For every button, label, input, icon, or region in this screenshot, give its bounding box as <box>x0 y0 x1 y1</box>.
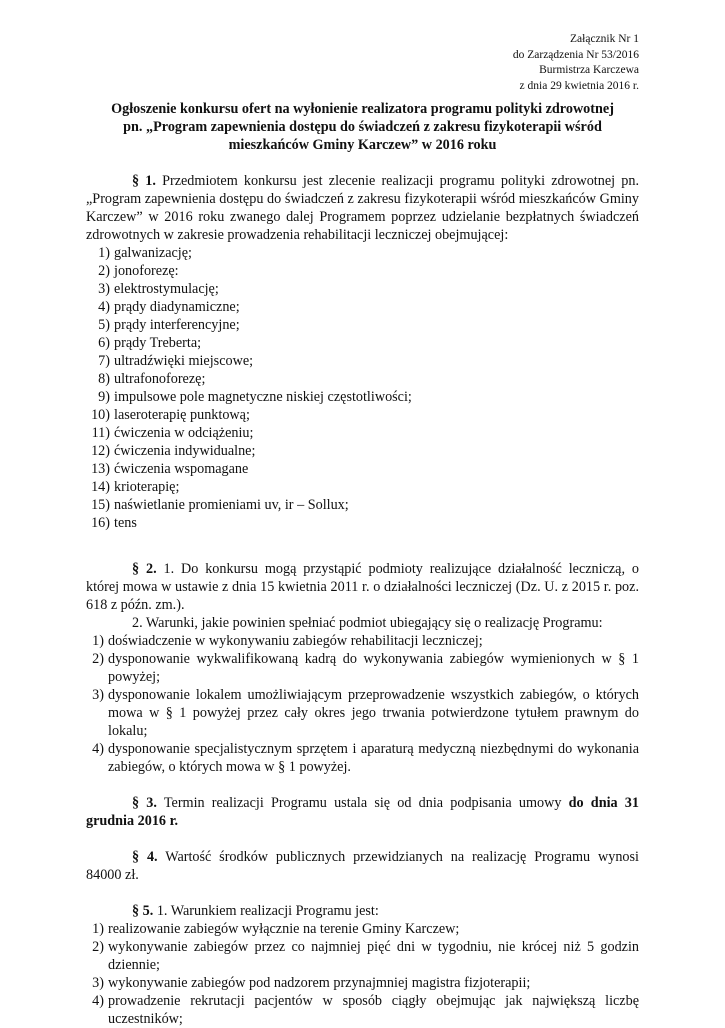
list-item <box>86 424 639 442</box>
section-2-text: 1. Do konkursu mogą przystąpić podmioty realizujące działalność leczniczą, o której mowa w ustawie z dnia 15 kwietnia 2011 r. o działalności leczniczej (Dz. U. z 2015 r. poz. 618 z późn. zm.). <box>86 561 639 613</box>
list-item <box>86 316 639 334</box>
section-1-list <box>86 244 639 532</box>
list-number: 6) <box>98 335 110 351</box>
list-text: laseroterapię punktową; <box>114 407 250 423</box>
list-text: tens <box>114 515 137 531</box>
list-item <box>86 442 639 460</box>
list-item <box>86 686 639 740</box>
list-item <box>86 460 639 478</box>
list-text: ćwiczenia indywidualne; <box>114 443 256 459</box>
list-number: 8) <box>98 371 110 387</box>
list-number: 11) <box>91 425 110 441</box>
list-number: 5) <box>98 317 110 333</box>
list-number: 15) <box>91 497 110 513</box>
section-2-list <box>86 632 639 776</box>
list-text: ultradźwięki miejscowe; <box>114 353 254 369</box>
list-item <box>86 920 639 938</box>
list-text: naświetlanie promieniami uv, ir – Sollux; <box>114 497 349 513</box>
list-text: wykonywanie zabiegów przez co najmniej pięć dni w tygodniu, nie krócej niż 5 godzin dziennie; <box>108 939 639 973</box>
list-number: 4) <box>98 299 110 315</box>
list-text: ultrafonoforezę; <box>114 371 206 387</box>
list-text: ćwiczenia wspomagane <box>114 461 249 477</box>
list-number: 9) <box>98 389 110 405</box>
list-item <box>86 938 639 974</box>
list-number: 3) <box>98 281 110 297</box>
title-line: pn. „Program zapewnienia dostępu do świadczeń z zakresu fizykoterapii wśród <box>123 119 602 135</box>
list-item <box>86 334 639 352</box>
section-3-text: Termin realizacji Programu ustala się od dnia podpisania umowy <box>156 795 569 811</box>
attachment-line: Burmistrza Karczewa <box>539 64 639 76</box>
list-text: doświadczenie w wykonywaniu zabiegów rehabilitacji leczniczej; <box>108 633 483 649</box>
list-text: prądy diadynamiczne; <box>114 299 240 315</box>
title-line: mieszkańców Gminy Karczew” w 2016 roku <box>228 137 497 153</box>
list-item <box>86 514 639 532</box>
list-number: 13) <box>91 461 110 477</box>
list-number: 10) <box>91 407 110 423</box>
list-number: 1) <box>98 245 110 261</box>
list-item <box>86 406 639 424</box>
list-number: 2) <box>98 263 110 279</box>
section-2-paragraph <box>86 560 639 614</box>
list-text: galwanizację; <box>114 245 192 261</box>
list-item <box>86 992 639 1028</box>
list-number: 1) <box>92 633 104 649</box>
list-number: 1) <box>92 921 104 937</box>
title-line: Ogłoszenie konkursu ofert na wyłonienie realizatora programu polityki zdrowotnej <box>111 101 614 117</box>
list-number: 16) <box>91 515 110 531</box>
list-item <box>86 280 639 298</box>
list-text: wykonywanie zabiegów pod nadzorem przynajmniej magistra fizjoterapii; <box>108 975 531 991</box>
section-5-mark: § 5. <box>132 903 154 919</box>
list-item <box>86 244 639 262</box>
attachment-line: do Zarządzenia Nr 53/2016 <box>512 48 639 61</box>
list-text: prowadzenie rekrutacji pacjentów w sposób ciągły obejmując jak największą liczbę uczestników; <box>108 993 639 1027</box>
list-number: 14) <box>91 479 110 495</box>
list-item <box>86 650 639 686</box>
list-number: 4) <box>92 741 104 757</box>
list-item <box>86 974 639 992</box>
section-1-text: Przedmiotem konkursu jest zlecenie realizacji programu polityki zdrowotnej pn. „Program zapewnienia dostępu do świadczeń z zakresu fizykoterapii wśród mieszkańców Gminy Karczew” w 2016 roku zwanego dalej Programem poprzez udzielanie bezpłatnych świadczeń zdrowotnych w zakresie prowadzenia rehabilitacji leczniczej obejmującej: <box>86 173 639 243</box>
section-5-paragraph <box>86 902 639 920</box>
section-1-mark: § 1. <box>132 173 156 189</box>
list-item <box>86 262 639 280</box>
list-item <box>86 496 639 514</box>
list-item <box>86 370 639 388</box>
list-text: elektrostymulację; <box>114 281 219 297</box>
list-text: dysponowanie wykwalifikowaną kadrą do wykonywania zabiegów wymienionych w § 1 powyżej; <box>108 651 639 685</box>
list-number: 4) <box>92 993 104 1009</box>
section-4-paragraph <box>86 848 639 884</box>
list-text: ćwiczenia w odciążeniu; <box>114 425 254 441</box>
list-item <box>86 298 639 316</box>
section-2-mark: § 2. <box>132 561 157 577</box>
list-number: 12) <box>91 443 110 459</box>
document-title <box>86 100 639 154</box>
section-2-subparagraph: 2. Warunki, jakie powinien spełniać podmiot ubiegający się o realizację Programu: <box>132 615 603 631</box>
list-text: dysponowanie lokalem umożliwiającym przeprowadzenie wszystkich zabiegów, o których mowa w § 1 powyżej przez cały okres jego trwania potwierdzone tytułem prawnym do lokalu; <box>108 687 639 739</box>
section-5-text: 1. Warunkiem realizacji Programu jest: <box>153 903 379 919</box>
list-text: krioterapię; <box>114 479 180 495</box>
list-number: 3) <box>92 975 104 991</box>
list-number: 7) <box>98 353 110 369</box>
list-item <box>86 352 639 370</box>
list-text: prądy Treberta; <box>114 335 202 351</box>
list-text: prądy interferencyjne; <box>114 317 240 333</box>
list-text: impulsowe pole magnetyczne niskiej częstotliwości; <box>114 389 412 405</box>
attachment-line: z dnia 29 kwietnia 2016 r. <box>519 79 639 92</box>
list-text: realizowanie zabiegów wyłącznie na terenie Gminy Karczew; <box>108 921 460 937</box>
section-3-paragraph <box>86 794 639 830</box>
attachment-line: Załącznik Nr 1 <box>570 33 639 45</box>
section-4-text: Wartość środków publicznych przewidzianych na realizację Programu wynosi 84000 zł. <box>86 849 639 883</box>
list-item <box>86 388 639 406</box>
list-number: 2) <box>92 651 104 667</box>
list-item <box>86 740 639 776</box>
section-1-paragraph <box>86 172 639 244</box>
list-item <box>86 632 639 650</box>
section-3-mark: § 3. <box>132 795 157 811</box>
attachment-header <box>513 32 639 94</box>
section-5-list <box>86 920 639 1028</box>
list-text: jonoforezę: <box>114 263 179 279</box>
list-number: 3) <box>92 687 104 703</box>
document-body <box>86 172 639 1028</box>
list-text: dysponowanie specjalistycznym sprzętem i aparaturą medyczną niezbędnymi do wykonania zabiegów, o których mowa w § 1 powyżej. <box>108 741 639 775</box>
section-3-deadline: do dnia 31 grudnia 2016 r. <box>86 795 639 829</box>
list-number: 2) <box>92 939 104 955</box>
section-4-mark: § 4. <box>132 849 158 865</box>
list-item <box>86 478 639 496</box>
